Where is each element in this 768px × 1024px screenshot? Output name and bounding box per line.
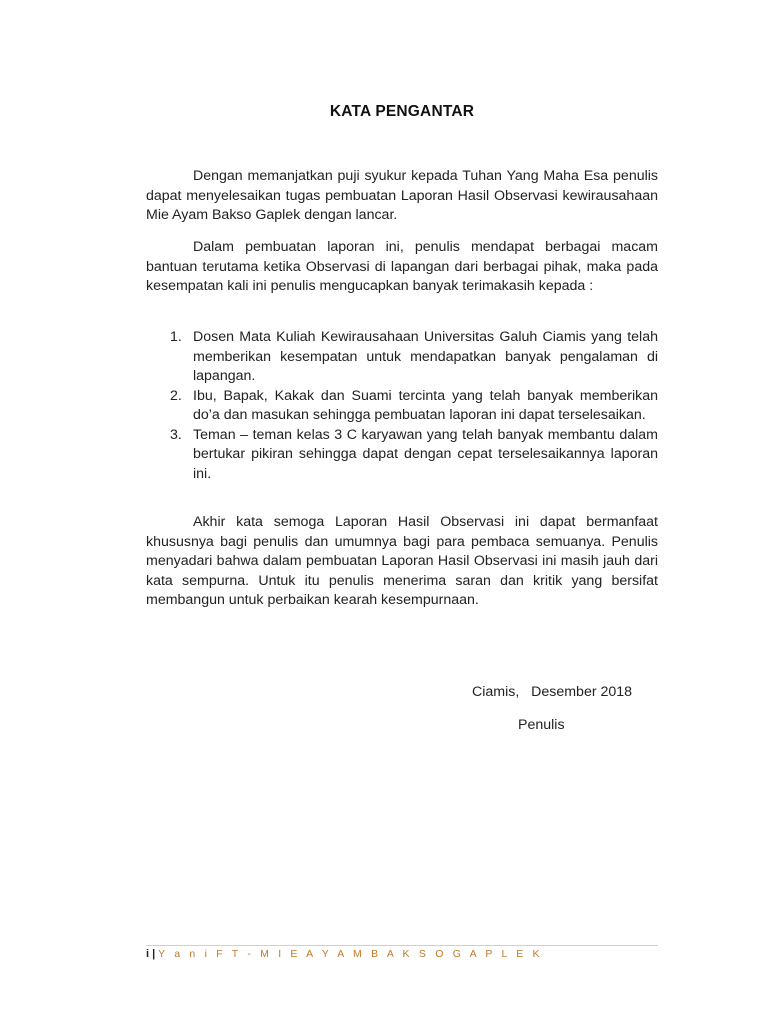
paragraph-closing-text: Akhir kata semoga Laporan Hasil Observasi ini dapat bermanfaat khususnya bagi penulis dan umumnya bagi para pembaca semuanya. Penulis menyadari bahwa dalam pembuatan Laporan Hasil Observasi ini masih jauh dari kata sempurna. Untuk itu penulis menerima saran dan kritik yang bersifat membangun untuk perbaikan kearah kesempurnaan. <box>146 514 658 608</box>
list-item-number: 1. <box>170 329 182 345</box>
list-item <box>146 387 658 426</box>
paragraph-closing <box>146 513 658 611</box>
list-item-text: Teman – teman kelas 3 C karyawan yang telah banyak membantu dalam bertukar pikiran sehingga dapat dengan cepat terselesaikannya laporan ini. <box>193 426 658 482</box>
list-item-text: Ibu, Bapak, Kakak dan Suami tercinta yang telah banyak memberikan do’a dan masukan sehingga pembuatan laporan ini dapat terselesaikan. <box>193 387 658 423</box>
paragraph-thanks-intro-text: Dalam pembuatan laporan ini, penulis mendapat berbagai macam bantuan terutama ketika Observasi di lapangan dari berbagai pihak, maka pada kesempatan kali ini penulis mengucapkan banyak terimakasih kepada : <box>146 239 658 294</box>
footer-separator: | <box>152 948 156 960</box>
footer-divider <box>146 945 658 946</box>
acknowledgement-list <box>146 328 658 484</box>
list-item <box>146 328 658 387</box>
paragraph-thanks-intro <box>146 238 658 297</box>
footer-text: Y a n i F T - M I E A Y A M B A K S O G A P L E K <box>158 948 543 960</box>
author-signature: Penulis <box>518 717 565 733</box>
list-item <box>146 426 658 485</box>
list-item-text: Dosen Mata Kuliah Kewirausahaan Universitas Galuh Ciamis yang telah memberikan kesempatan untuk mendapatkan banyak pengalaman di lapangan. <box>193 329 658 384</box>
page-title: KATA PENGANTAR <box>329 103 475 120</box>
list-item-number: 3. <box>170 426 182 443</box>
paragraph-opening <box>146 167 658 226</box>
footer-page-number: i <box>146 948 150 960</box>
place-date: Ciamis, Desember 2018 <box>472 684 633 700</box>
page-footer <box>146 948 543 960</box>
paragraph-opening-text: Dengan memanjatkan puji syukur kepada Tuhan Yang Maha Esa penulis dapat menyelesaikan tugas pembuatan Laporan Hasil Observasi kewirausahaan Mie Ayam Bakso Gaplek dengan lancar. <box>146 168 658 223</box>
list-item-number: 2. <box>170 387 182 404</box>
